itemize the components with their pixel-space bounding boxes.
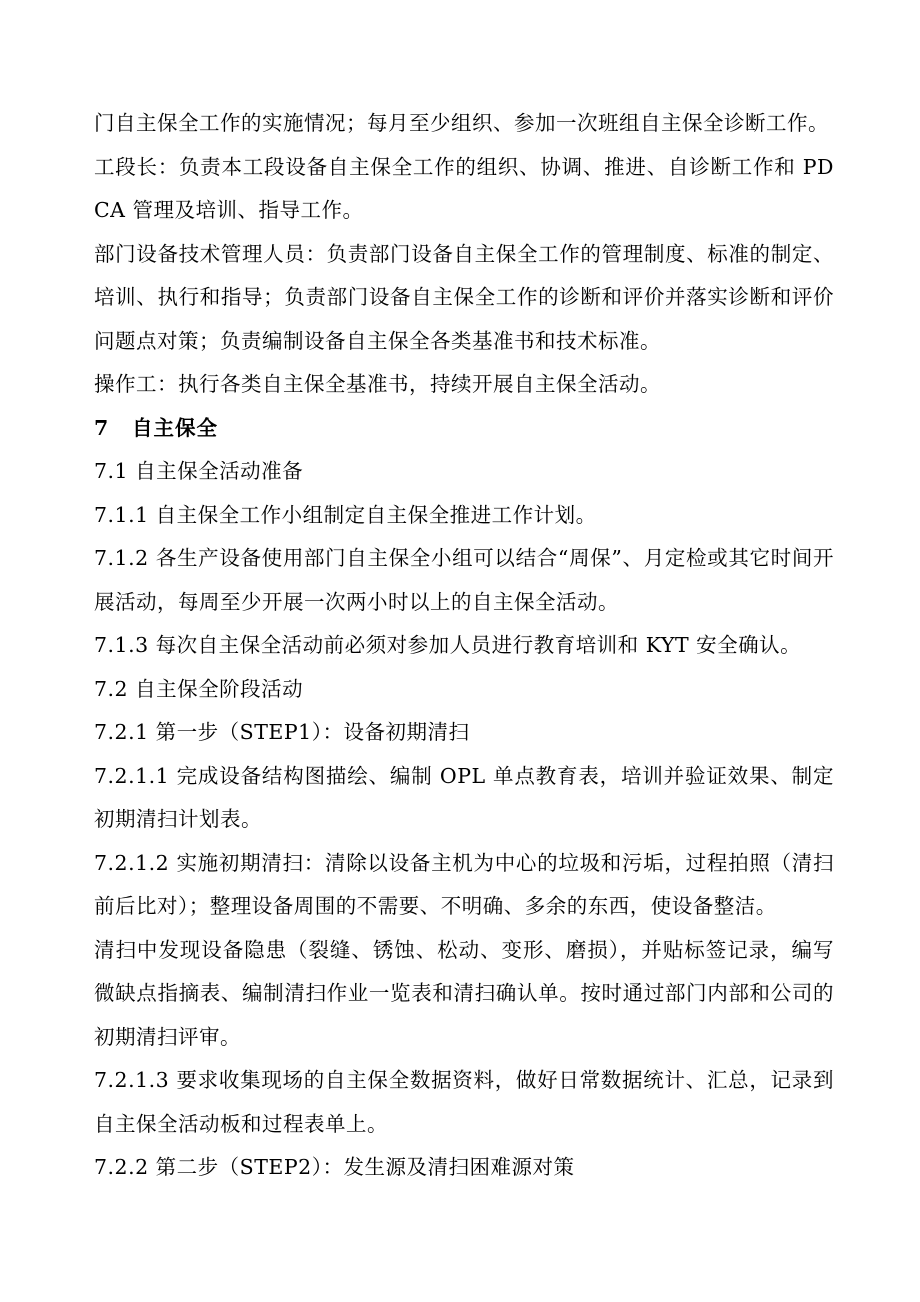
paragraph-operator-duties: 操作工：执行各类自主保全基准书，持续开展自主保全活动。 bbox=[94, 372, 661, 396]
paragraph-section-leader-duties: 工段长：负责本工段设备自主保全工作的组织、协调、推进、自诊断工作和 PDCA 管理及培训、指导工作。 bbox=[94, 154, 834, 222]
clause-7-2-2: 7.2.2 第二步（STEP2）：发生源及清扫困难源对策 bbox=[94, 1155, 575, 1179]
section-number: 7 bbox=[94, 415, 110, 440]
clause-7-2-1-1: 7.2.1.1 完成设备结构图描绘、编制 OPL 单点教育表，培训并验证效果、制定初期清扫计划表。 bbox=[94, 763, 834, 831]
clause-7-2-1-2-continued: 清扫中发现设备隐患（裂缝、锈蚀、松动、变形、磨损），并贴标签记录，编写微缺点指摘表、编制清扫作业一览表和清扫确认单。按时通过部门内部和公司的初期清扫评审。 bbox=[94, 937, 834, 1049]
paragraph-dept-manager-duties: 门自主保全工作的实施情况；每月至少组织、参加一次班组自主保全诊断工作。 bbox=[94, 111, 829, 135]
clause-7-2-1-3: 7.2.1.3 要求收集现场的自主保全数据资料，做好日常数据统计、汇总，记录到自主保全活动板和过程表单上。 bbox=[94, 1068, 834, 1136]
section-heading-7 bbox=[94, 407, 834, 451]
clause-7-2-1: 7.2.1 第一步（STEP1）：设备初期清扫 bbox=[94, 720, 470, 744]
clause-7-1-3: 7.1.3 每次自主保全活动前必须对参加人员进行教育培训和 KYT 安全确认。 bbox=[94, 633, 802, 657]
clause-7-1-1: 7.1.1 自主保全工作小组制定自主保全推进工作计划。 bbox=[94, 502, 597, 527]
paragraph-tech-staff-duties: 部门设备技术管理人员：负责部门设备自主保全工作的管理制度、标准的制定、培训、执行和指导；负责部门设备自主保全工作的诊断和评价并落实诊断和评价问题点对策；负责编制设备自主保全各类基准书和技术标准。 bbox=[94, 241, 834, 353]
subsection-7-2: 7.2 自主保全阶段活动 bbox=[94, 676, 304, 701]
section-title: 自主保全 bbox=[132, 415, 218, 440]
subsection-7-1: 7.1 自主保全活动准备 bbox=[94, 459, 304, 483]
clause-7-1-2: 7.1.2 各生产设备使用部门自主保全小组可以结合“周保”、月定检或其它时间开展活动，每周至少开展一次两小时以上的自主保全活动。 bbox=[94, 546, 834, 614]
document-body bbox=[94, 102, 834, 1190]
clause-7-2-1-2: 7.2.1.2 实施初期清扫：清除以设备主机为中心的垃圾和污垢，过程拍照（清扫前后比对）；整理设备周围的不需要、不明确、多余的东西，使设备整洁。 bbox=[94, 850, 834, 918]
